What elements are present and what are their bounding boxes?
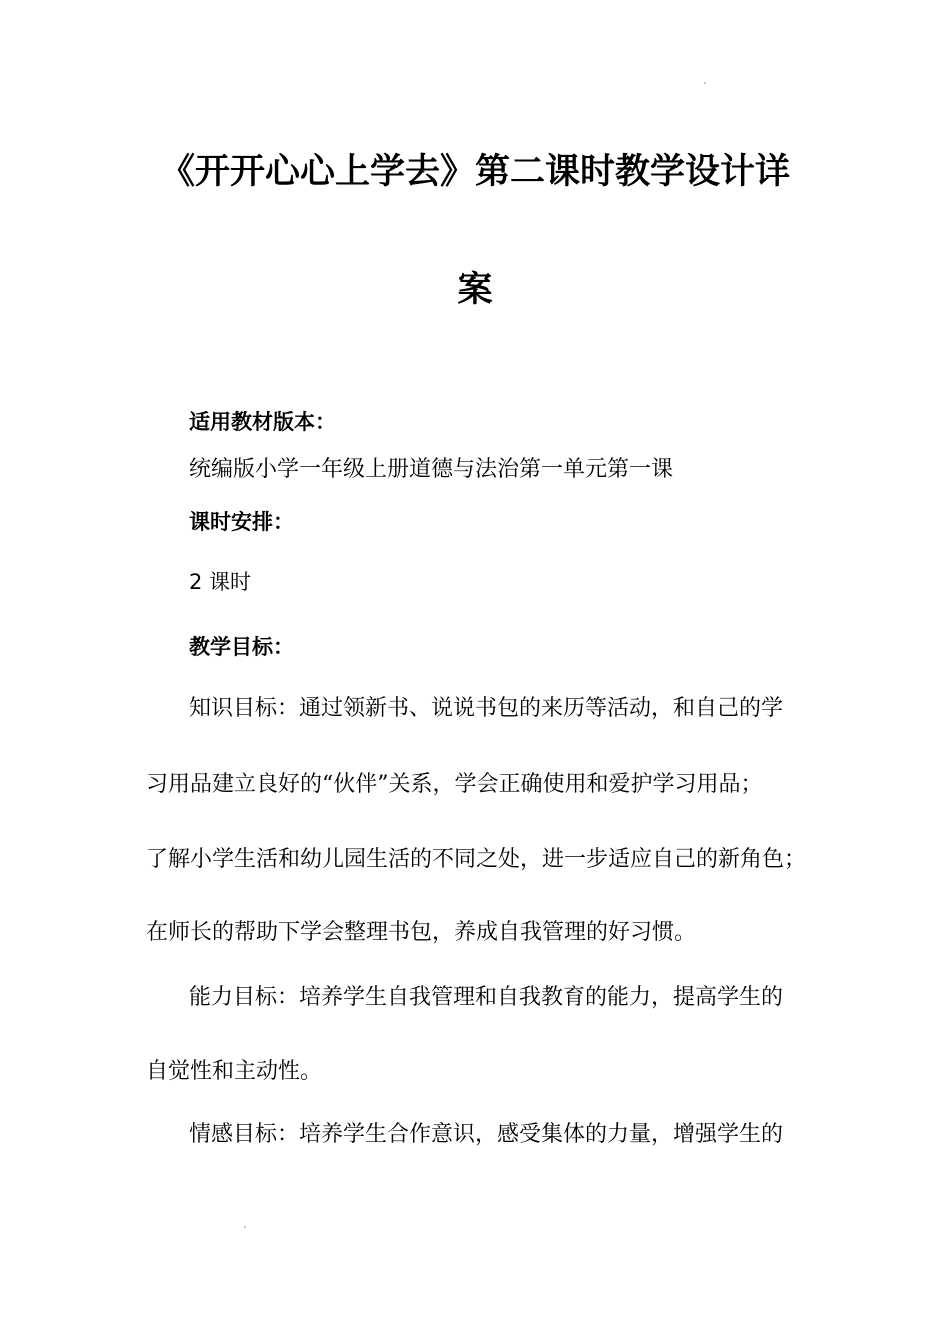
knowledge-objective-line-1: 知识目标：通过领新书、说说书包的来历等活动，和自己的学 xyxy=(189,696,784,721)
document-title-line-1: 《开开心心上学去》第二课时教学设计详 xyxy=(159,152,790,192)
knowledge-objective-line-3: 了解小学生活和幼儿园生活的不同之处，进一步适应自己的新角色； xyxy=(146,847,807,872)
document-title-line-2: 案 xyxy=(457,270,493,310)
ability-objective-line-2: 自觉性和主动性。 xyxy=(146,1059,323,1084)
textbook-heading: 适用教材版本： xyxy=(189,410,336,434)
emotion-objective-line-1: 情感目标：培养学生合作意识，感受集体的力量，增强学生的 xyxy=(189,1122,784,1147)
schedule-heading: 课时安排： xyxy=(189,510,294,534)
ability-objective-line-1: 能力目标：培养学生自我管理和自我教育的能力，提高学生的 xyxy=(189,985,784,1010)
knowledge-objective-line-2: 习用品建立良好的“伙伴”关系，学会正确使用和爱护学习用品； xyxy=(146,772,763,797)
objectives-heading: 教学目标： xyxy=(189,635,294,659)
schedule-value: 2 课时 xyxy=(189,570,252,594)
page-mark xyxy=(244,1226,246,1228)
page-mark xyxy=(704,82,706,84)
textbook-value: 统编版小学一年级上册道德与法治第一单元第一课 xyxy=(189,457,674,482)
knowledge-objective-line-4: 在师长的帮助下学会整理书包，养成自我管理的好习惯。 xyxy=(146,920,697,945)
